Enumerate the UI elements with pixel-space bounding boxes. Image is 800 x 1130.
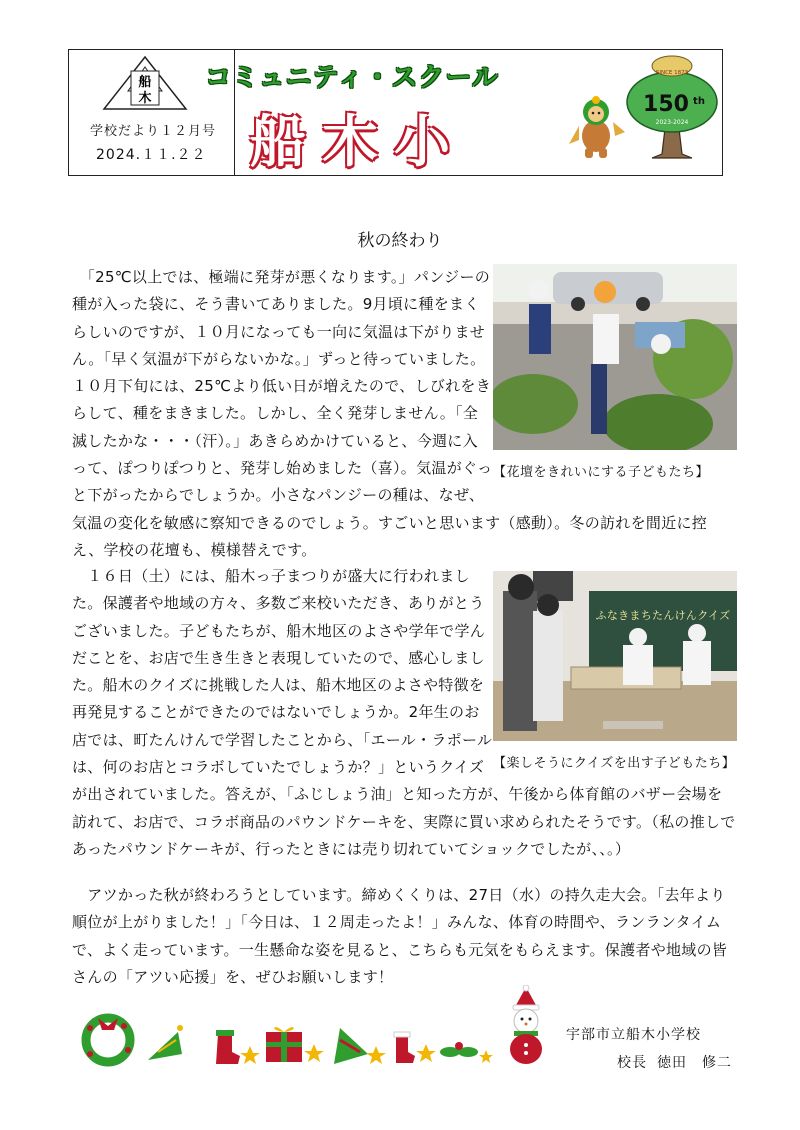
- photo-1-block: [493, 264, 737, 498]
- gift-icon: [266, 1027, 302, 1062]
- anniversary-suffix: th: [693, 96, 705, 107]
- principal-signature: [617, 1052, 742, 1072]
- community-school-title: コミュニティ・スクール: [205, 63, 499, 93]
- paragraph-3: アツかった秋が終わろうとしています。締めくくりは、27日（水）の持久走大会。「去年より順位が上がりました！」「今日は、１２周走ったよ！」みんな、体育の時間や、ランランタイムで、よく走っています。一生懸命な姿を見ると、こちらも元気をもらえます。保護者や地域の皆さんの「アツい応援」を、ぜひお願いします！: [72, 886, 728, 986]
- blackboard-text: ふなきまちたんけんクイズ: [595, 609, 731, 622]
- mascot-icon: [565, 92, 627, 160]
- paragraph-1: [72, 264, 737, 564]
- party-hat-icon: [148, 1025, 183, 1060]
- issue-label: 学校だより１２月号: [90, 124, 217, 139]
- photo-quiz: [493, 571, 737, 741]
- christmas-decorations: [78, 1006, 498, 1070]
- photo-2-block: [493, 563, 737, 773]
- paragraph-1-text: 「25℃以上では、極端に発芽が悪くなります。」パンジーの種が入った袋に、そう書いてありました。9月頃に種をまくらしいのですが、１０月になっても一向に気温は下がりません。「早く気温が下がらないかな。」ずっと待っていました。１０月下旬には、25℃より低い日が増えたので、しびれをきらして、種をまきました。しかし、全く発芽しません。「全滅したかな・・・（汗）。」あきらめかけていると、今週に入って、ぽつりぽつりと、発芽し始めました（喜）。気温がぐっと下がったからでしょうか。小さなパンジーの種は、なぜ、気温の変化を敏感に察知できるのでしょう。すごいと思います（感動）。冬の訪れを間近に控え、学校の花壇も、模様替えです。: [72, 268, 708, 559]
- star-icon: [479, 1050, 493, 1063]
- anniversary-since: SINCE 1873: [655, 70, 689, 76]
- stocking-icon: [216, 1030, 240, 1064]
- principal-name: 徳田 修二: [657, 1055, 732, 1071]
- party-hat-icon-2: [334, 1028, 368, 1064]
- star-icon: [416, 1044, 436, 1062]
- principal-title: 校長: [617, 1055, 647, 1071]
- wreath-icon: [86, 1018, 131, 1062]
- photo-flowerbed: [493, 264, 737, 450]
- anniversary-number: 150: [643, 92, 689, 117]
- school-emblem: [100, 53, 190, 113]
- photo-2-caption: 【楽しそうにクイズを出す子どもたち】: [493, 756, 736, 772]
- photo-1-caption: 【花壇をきれいにする子どもたち】: [493, 465, 710, 481]
- emblem-char-1: 船: [138, 75, 152, 90]
- school-signature: 宇部市立船木小学校: [566, 1027, 701, 1043]
- paragraph-2: [72, 563, 737, 863]
- issue-date: 2024.１１.２２: [96, 147, 207, 163]
- article-title: 秋の終わり: [357, 231, 443, 251]
- star-icon: [366, 1046, 386, 1064]
- anniversary-tree-icon: [622, 54, 722, 164]
- stocking-icon-2: [394, 1032, 415, 1063]
- anniversary-years: 2023-2024: [655, 119, 689, 126]
- star-icon: [240, 1046, 260, 1064]
- emblem-char-2: 木: [138, 91, 152, 106]
- snowman-icon: [505, 985, 547, 1067]
- paragraph-2-text: １６日（土）には、船木っ子まつりが盛大に行われました。保護者や地域の方々、多数ご来校いただき、ありがとうございました。子どもたちが、船木地区のよさや学年で学んだことを、お店で生き生きと表現していたので、感心しました。船木のクイズに挑戦した人は、船木地区のよさや特徴を再発見することができたのではないでしょうか。2年生のお店では、町たんけんで学習したことから、「エール・ラポールは、何のお店とコラボしていたでしょうか？」というクイズが出されていました。答えが、「ふじしょう油」と知った方が、午後から体育館のバザー会場を訪れて、お店で、コラボ商品のパウンドケーキを、実際に買い求められたそうです。（私の推しであったパウンドケーキが、行ったときには売り切れていてショックでしたが、、。）: [72, 567, 736, 858]
- school-name-title: 船木小: [250, 110, 466, 175]
- holly-icon: [440, 1042, 478, 1057]
- star-icon: [304, 1044, 324, 1062]
